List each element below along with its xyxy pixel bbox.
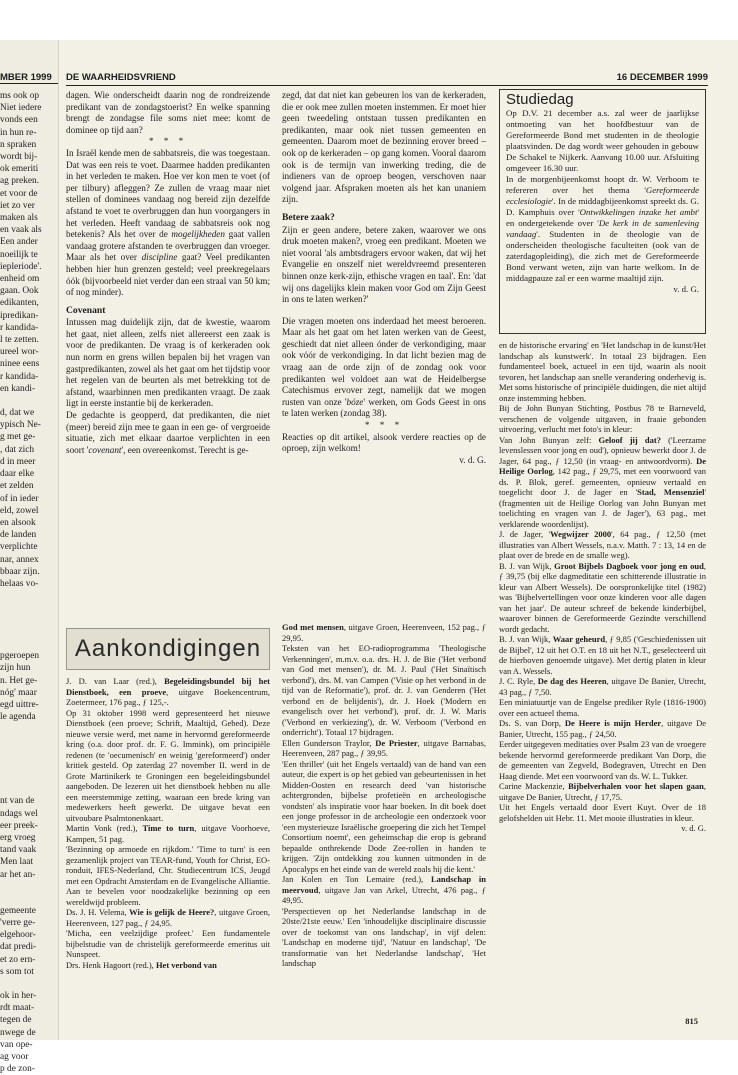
book-entry: Ds. S. van Dorp, De Heere is mijn Herder, uitgave De Banier, Utrecht, 155 pag., ƒ 24,50. <box>499 718 706 739</box>
text-fragment <box>0 783 58 795</box>
text-fragment <box>0 395 58 407</box>
book-entry: J. D. van Laar (red.), Begeleidingsbundel bij het Dienstboek, een proeve, uitgave Boekencentrum, Zoetermeer, 176 pag., ƒ 125,-. <box>66 676 270 707</box>
section-separator: * * * <box>148 136 188 147</box>
studiedag-box <box>499 89 706 334</box>
text-fragment <box>0 978 58 990</box>
text-fragment <box>0 881 58 893</box>
text-fragment <box>0 759 58 771</box>
book-entry: Carine Mackenzie, Bijbelverhalen voor het slapen gaan, uitgave De Banier, Utrecht, ƒ 17,75. <box>499 781 706 802</box>
text-fragment: verplichte <box>0 542 38 553</box>
book-description: Uit het Engels vertaald door Evert Kuyt. Over de 18 gelofshelden uit Hebr. 11. Met mooie illustraties in kleur. <box>499 802 706 823</box>
text-fragment: tegen de <box>0 1015 32 1026</box>
text-fragment: tand vaak <box>0 845 37 856</box>
text-fragment: n spraken <box>0 139 37 150</box>
text-fragment <box>0 602 58 614</box>
text-fragment: ar het an- <box>0 869 36 880</box>
text-fragment: g met ge- <box>0 432 36 443</box>
text-fragment: en alsook <box>0 517 36 528</box>
text-fragment: elgehoor- <box>0 930 36 941</box>
text-fragment: wordt bij- <box>0 152 38 163</box>
text-fragment: et zelden <box>0 481 34 492</box>
book-description: Op 31 oktober 1998 werd gepresenteerd het nieuwe Dienstboek (een proeve; Schrift, Maaltijd, Gebed). Deze nieuwe versie werd, met name in hervormd gereformeerde kring (o.a. door prof. dr. F. G. Immink), om principiële redenen (te 'oecumenisch' en weinig 'gereformeerd') onder kritiek gesteld. Op zaterdag 27 november II. werd in de Grote Martinikerk te Groningen een begeleidingsbundel aangeboden. De lezeren uit het dienstboek hebben nu alle een meerstemmige zetting, waaraan een brede kring van medewerkers heeft gewerkt. De uitgave bevat een uitvoubare Psalmtonenkaart. <box>66 707 270 823</box>
text-fragment: van ope- <box>0 1039 33 1050</box>
book-description: 'Perspectieven op het Nederlandse landschap in de 20ste/21ste eeuw.' Een 'inhoudelijke disciplinaire discussie over de toekomst van ons landschap', in vijf delen: 'Landschap en moderne tijd', 'Natuur en landschap', 'De transformatie van het Nederlandse landschap', 'Het landschap <box>282 905 486 968</box>
text-fragment: en kandi- <box>0 383 36 394</box>
text-fragment: ok emeriti <box>0 164 39 175</box>
book-description: en de historische ervaring' en 'Het landschap in de kunst/Het landschap als kunstwerk'. In totaal 23 bijdragen. Een fundamenteel boek, actueel in een tijd, waarin als nooit tevoren, het landschap aan snelle verandering onderhevig is. Met soms historische of principiële duidingen, die niet altijd onze instemming hebben. <box>499 340 706 403</box>
text-fragment: d, dat we <box>0 408 35 419</box>
text-fragment: nar, annex <box>0 554 39 565</box>
text-fragment: et voor de <box>0 188 38 199</box>
text-fragment: ag voor <box>0 1052 29 1062</box>
section-heading: Betere zaak? <box>282 211 335 223</box>
announcements-banner: Aankondigingen <box>66 628 270 670</box>
paragraph: In Israël kende men de sabbatsreis, die was toegestaan. Dat was een reis te voet. Daarmee hadden predikanten in het verleden te maken. Hoe ver kon men te voet (of per tilbury) afleggen? Ze zullen de vraag maar niet stellen of dominees vandaag nog bereid zijn dezelfde afstand te voet te overbruggen dan hun voorgangers in het verleden. Heeft vandaag de sabbatsreis ook nog betekenis? Als het over de mogelijkheden gaat vallen vandaag grotere afstanden te overbruggen dan vroeger. Maar als het over discipline gaat? Veel predikanten hebben hier hun grenzen gesteld; veel preekregelaars óók (bijvoorbeeld niet verder dan een straal van 50 km; of nog minder). <box>66 147 271 298</box>
book-entry: J. C. Ryle, De dag des Heeren, uitgave De Banier, Utrecht, 43 pag., ƒ 7,50. <box>499 676 706 697</box>
book-description: Bij de John Bunyan Stichting, Postbus 78 te Barneveld, verschenen de volgende uitgaven, in fraaie gebonden uitvoering, verlucht met foto's in kleur: <box>499 403 706 434</box>
text-fragment: of in ieder <box>0 493 39 504</box>
text-fragment <box>0 723 58 735</box>
text-fragment: p de zon- <box>0 1064 35 1075</box>
text-fragment: n. Het ge- <box>0 675 38 686</box>
text-fragment: nwege de <box>0 1027 36 1038</box>
text-fragment: en vaak als <box>0 225 42 236</box>
article-column-2 <box>282 90 486 620</box>
section-separator: * * * <box>364 420 404 431</box>
text-fragment <box>0 590 58 602</box>
text-fragment: iet zo ver <box>0 200 35 211</box>
text-fragment: ag preken. <box>0 176 40 187</box>
text-fragment: ndags wel <box>0 808 38 819</box>
text-fragment: pgeroepen <box>0 651 40 662</box>
previous-page-text <box>0 90 58 1075</box>
box-title: Studiedag <box>506 91 574 108</box>
paragraph: In de morgenbijeenkomst hoopt dr. W. Verboom te refereren over het thema 'Gereformeerde ecclesiologie'. In de middagbijeenkomst spreekt ds. G. D. Kamphuis over 'Ontwikkelingen inzake het ambt' en ondergetekende over 'De kerk in de samenleving vandaag'. Studenten in de theologie van de onderscheiden theologische faculteiten (ook van de zaterdagopleiding), die zich met de Gereformeerde Bond verwant weten, zijn van harte welkom. In de middagpauze zal er een warme maaltijd zijn. <box>506 174 699 283</box>
text-fragment <box>0 747 58 759</box>
text-fragment: enheid om <box>0 274 40 285</box>
book-entry: B. J. van Wijk, Groot Bijbels Dagboek voor jong en oud, ƒ 39,75 (bij elke dagmeditatie een schitterende illustratie in kleur van Albert Wessels). De oorspronkelijke titel (1982) was 'Bijbelvertellingen voor onze kinderen voor alle dagen van het jaar'. De auteur schreef de bekende kinderbijbel, waarover binnen de Gereformeerde Gezindte verschillend wordt gedacht. <box>499 560 706 634</box>
previous-page-header: MBER 1999 <box>0 40 58 84</box>
text-fragment: ipredikan- <box>0 310 39 321</box>
page-number: 815 <box>685 1016 698 1026</box>
text-fragment: r kandida- <box>0 371 39 382</box>
text-fragment: helaas vo- <box>0 578 39 589</box>
text-fragment <box>0 735 58 747</box>
text-fragment: nt van de <box>0 796 35 807</box>
text-fragment: r kandida- <box>0 322 39 333</box>
text-fragment: l te zetten. <box>0 335 39 346</box>
running-head <box>66 72 708 86</box>
publication-title: DE WAARHEIDSVRIEND <box>66 72 176 83</box>
book-description: Teksten van het EO-radioprogramma 'Theologische Verkenningen', m.m.v. o.a. drs. H. J. de Bie ('Het verbond van God met mensen'), dr. M. J. Paul ('Het Sinaïtisch verbond'), drs. M. van Campen ('Visie op het verbond in de tijd van de Reformatie'), prof. dr. J. van Genderen ('Het verbond en de belijdenis'), dr. J. Hoek ('Modern en evangelisch over het verbond'), prof. dr. J. W. Maris ('Verbond en verkiezing'), dr. W. Verboom ('Verbond en onderricht'). Totaal 17 bijdragen. <box>282 643 486 737</box>
text-fragment: iepleriode'. <box>0 261 42 272</box>
text-fragment: gaan. Ook <box>0 286 39 297</box>
book-entry: J. de Jager, 'Wegwijzer 2000', 64 pag., ƒ 12,50 (met illustraties van Albert Wessels, n.a.v. Matth. 7 : 13, 14 en de plaat over de brede en de smalle weg). <box>499 529 706 560</box>
book-description: 'Micha, een veelzijdige profeet.' Een fundamentele bijbelstudie van de christelijk gereformeerde emeritus uit Nunspeet. <box>66 928 270 959</box>
text-fragment: s som tot <box>0 966 34 977</box>
text-fragment: nóg' maar <box>0 687 37 698</box>
author-signature: v. d. G. <box>673 284 699 294</box>
text-fragment: erg vroeg <box>0 832 36 843</box>
text-fragment: ninee eens <box>0 359 40 370</box>
text-fragment: dat predi- <box>0 942 37 953</box>
text-fragment: , dat zich <box>0 444 35 455</box>
text-fragment: et zo ern- <box>0 954 36 965</box>
text-fragment: eer preek- <box>0 820 38 831</box>
section-heading: Covenant <box>66 304 106 316</box>
text-fragment: edikanten, <box>0 298 39 309</box>
text-fragment: in hun re- <box>0 127 37 138</box>
text-fragment: ok in her- <box>0 990 37 1001</box>
paragraph: Reacties op dit artikel, alsook verdere reacties op de oproep, zijn welkom! <box>282 431 486 454</box>
paragraph: De gedachte is geopperd, dat predikanten, die niet (meer) bereid zijn mee te gaan in een ge- of vergroeide situatie, zich met elkaar daartoe verplichten in een soort 'covenant', een overeenkomst. Terecht is ge- <box>66 410 270 455</box>
book-entry: Jan Kolen en Ton Lemaire (red.), Landschap in meervoud, uitgave Jan van Arkel, Utrecht, 476 pag., ƒ 49,95. <box>282 874 487 905</box>
paragraph: Die vragen moeten ons inderdaad het meest beroeren. Maar als het gaat om het laten werken van de Geest, geschiedt dat niet alleen ónder de verkondiging, maar ook vóór de verkondiging. In dat licht bezien mag de vraag aan de orde zijn of de zondag ook voor predikanten wel voldoet aan wat de Heidelbergse Catechismus ervover zegt, namelijk dat we mogen rusten van onze 'bóze' werken, om Gods Geest in ons te laten werken (zondag 38). <box>282 315 486 419</box>
text-fragment: noeilijk te <box>0 249 38 260</box>
text-fragment: vonds een <box>0 115 38 126</box>
book-description: 'Een thriller' (uit het Engels vertaald) van de hand van een auteur, die expert is op het gebied van gebeurtenissen in het Midden-Oosten en research deed 'van historische achtergronden, bijbelse profetieën en archeologische vondsten' als inspiratie voor haar boeken. In dit boek doet een jonge professor in de archeologie een onderzoek voor 'een mysterieuze Israëlische groepering die zich het Tempel Consortium noemt', een geheimschap die erop is gebrand bepaalde onthrekende Dode Zee-rollen in handen te krijgen. 'Zijn ontdekking zou kunnen uitmonden in de Apocalyps en het einde van de wereld zoals hij die kent.' <box>282 758 486 874</box>
book-description: Eerder uitgegeven meditaties over Psalm 23 van de vroegere bekende hervormd gereformeerde predikant Van Dorp, die de gemeenten van Zegveld, Bodegraven, Utrecht en Den Haag diende. Met een voorwoord van ds. W. L. Tukker. <box>499 739 706 781</box>
announcements-column-3 <box>499 340 706 1030</box>
book-entry: Van John Bunyan zelf: Geloof jij dat? ('Leerzame levenslessen voor jong en oud'), opnieuw bewerkt door J. de Jager, 64 pag., ƒ 12,50 (in vraag- en antwoordvorm). De Heilige Oorlog, 142 pag., ƒ 29,75, met een voorwoord van ds. P. Blok, geref. gemeenten, opnieuw vertaald en toegelicht door J. de Jager en 'Stad, Mensenziel' (fragmenten uit de Heilige Oorlog van John Bunyan met toelichting en vragen van J. de Jager'), 63 pag., met verklarende woordenlijst). <box>499 434 706 529</box>
text-fragment <box>0 626 58 638</box>
text-fragment: de landen <box>0 530 37 541</box>
text-fragment: 'verre ge- <box>0 917 36 928</box>
book-entry: Martin Vonk (red.), Time to turn, uitgave Voorhoeve, Kampen, 51 pag. <box>66 823 270 844</box>
text-fragment <box>0 771 58 783</box>
text-fragment: ms ook op <box>0 91 40 101</box>
author-signature: v. d. G. <box>681 823 706 833</box>
paragraph: Op D.V. 21 december a.s. zal weer de jaarlijkse ontmoeting van het hoofdbestuur van de Gereformeerde Bond met studenten in de theologie plaatsvinden. De dag wordt weer gehouden in gebouw De Schakel te Nijkerk. Aanvang 10.00 uur. Afsluiting omgeveer 16.30 uur. <box>506 108 699 173</box>
paragraph: dagen. Wie onderscheidt daarin nog de rondreizende predikant van de zondagstoerist? En welke spanning brengt de zondagse file soms niet mee: komt de dominee op tijd aan? <box>66 90 270 135</box>
text-fragment <box>0 638 58 650</box>
text-fragment: Niet iedere <box>0 103 42 114</box>
announcements-column-2 <box>282 622 486 1028</box>
book-entry: Ellen Gunderson Traylor, De Priester, uitgave Barnabas, Heerenveen, 287 pag., ƒ 39,95. <box>282 737 486 758</box>
text-fragment: Een ander <box>0 237 38 248</box>
book-entry: B. J. van Wijk, Waar geheurd, ƒ 9,85 ('Geschiedenissen uit de Bijbel', 12 uit het O.T. en 18 uit het N.T., geselecteerd uit de hierboven genoemde uitgave). Met dertig platen in kleur van A. Wessels. <box>499 634 706 676</box>
book-description: Een miniatuurtje van de Engelse prediker Ryle (1816-1900) over een actueel thema. <box>499 697 706 718</box>
paragraph: Zijn er geen andere, betere zaken, waarover we ons druk moeten maken?, vroeg een predikant. Moeten we niet vooral 'als ambtsdragers ervoor waken, dat wij het Evangelie en onszelf niet wereldvreemd presenteren binnen onze kerk-zijn, ethische vragen en taal'. En: 'dat wij ons dagelijks klein maken voor God om Zijn Geest in ons te laten werken?' <box>282 224 486 305</box>
magazine-page <box>0 40 738 1075</box>
article-column-1 <box>66 90 270 620</box>
issue-date: 16 DECEMBER 1999 <box>616 72 708 83</box>
paragraph: zegd, dat dat niet kan gebeuren los van de kerkeraden, die er ook mee zullen moeten instemmen. Er moet hier geen tweedeling ontstaan tussen predikanten en predikanten, maar ook niet tussen gemeenten en gemeenten. Daarom moet de bezinning erover breed – ook op de kerkeraden – op gang komen. Vooral daarom ook is de termijn van inwerking treding, die de indieners van de oproep beogen, verschoven naar volgend jaar. Afspraken moeten als het kan unaniem zijn. <box>282 90 486 205</box>
paragraph: Intussen mag duidelijk zijn, dat de kwestie, waarom het gaat, niet alleen, zelfs niet allereerst een zaak is voor de predikanten. De vraag is of kerkeraden ook nun norm en grens willen bepalen bij het vragen van gastpredikanten, zowel als het gaat om het tijdstip voor het regelen van de beurten als met betrekking tot de afstand, waarbinnen men predikanten vraagt. De zaak ligt in eerste instantie bij de kerkeraden. <box>66 317 270 409</box>
text-fragment <box>0 893 58 905</box>
author-signature: v. d. G. <box>459 454 486 465</box>
text-fragment <box>0 614 58 626</box>
book-entry: Drs. Henk Hagoort (red.), Het verbond van <box>66 959 217 970</box>
book-description: 'Bezinning op armoede en rijkdom.' 'Time to turn' is een gezamenlijk project van TEAR-fund, Youth for Christ, EO-ronduit, IFES-Nederland, Chr. Studiecentrum ICS, Jeugd met een Opdracht Amsterdam en de Evangelische Alliantie. Aan te bevelen voor noodzakelijke bezinning op een wereldwijd probleem. <box>66 844 270 907</box>
text-fragment: zijn hun <box>0 663 31 674</box>
text-fragment: eld, zowel <box>0 505 39 516</box>
text-fragment: ureel wor- <box>0 347 39 358</box>
text-fragment: Men laat <box>0 857 34 868</box>
text-fragment: maken als <box>0 213 38 224</box>
text-fragment: rdt maat- <box>0 1003 35 1014</box>
book-entry: Ds. J. H. Velema, Wie is gelijk de Heere?, uitgave Groen, Heerenveen, 127 pag., ƒ 24,95. <box>66 907 270 928</box>
text-fragment: ypisch Ne- <box>0 420 41 431</box>
text-fragment: gemeente <box>0 905 36 916</box>
book-entry: God met mensen, uitgave Groen, Heerenveen, 152 pag., ƒ 29,95. <box>282 622 486 643</box>
text-fragment: d in meer <box>0 456 36 467</box>
announcements-column-1 <box>66 676 270 1028</box>
text-fragment: egd uittre- <box>0 699 39 710</box>
previous-page-column <box>0 40 59 1075</box>
text-fragment: le agenda <box>0 712 36 723</box>
text-fragment: daar elke <box>0 469 35 480</box>
text-fragment: bbaar zijn. <box>0 566 40 577</box>
